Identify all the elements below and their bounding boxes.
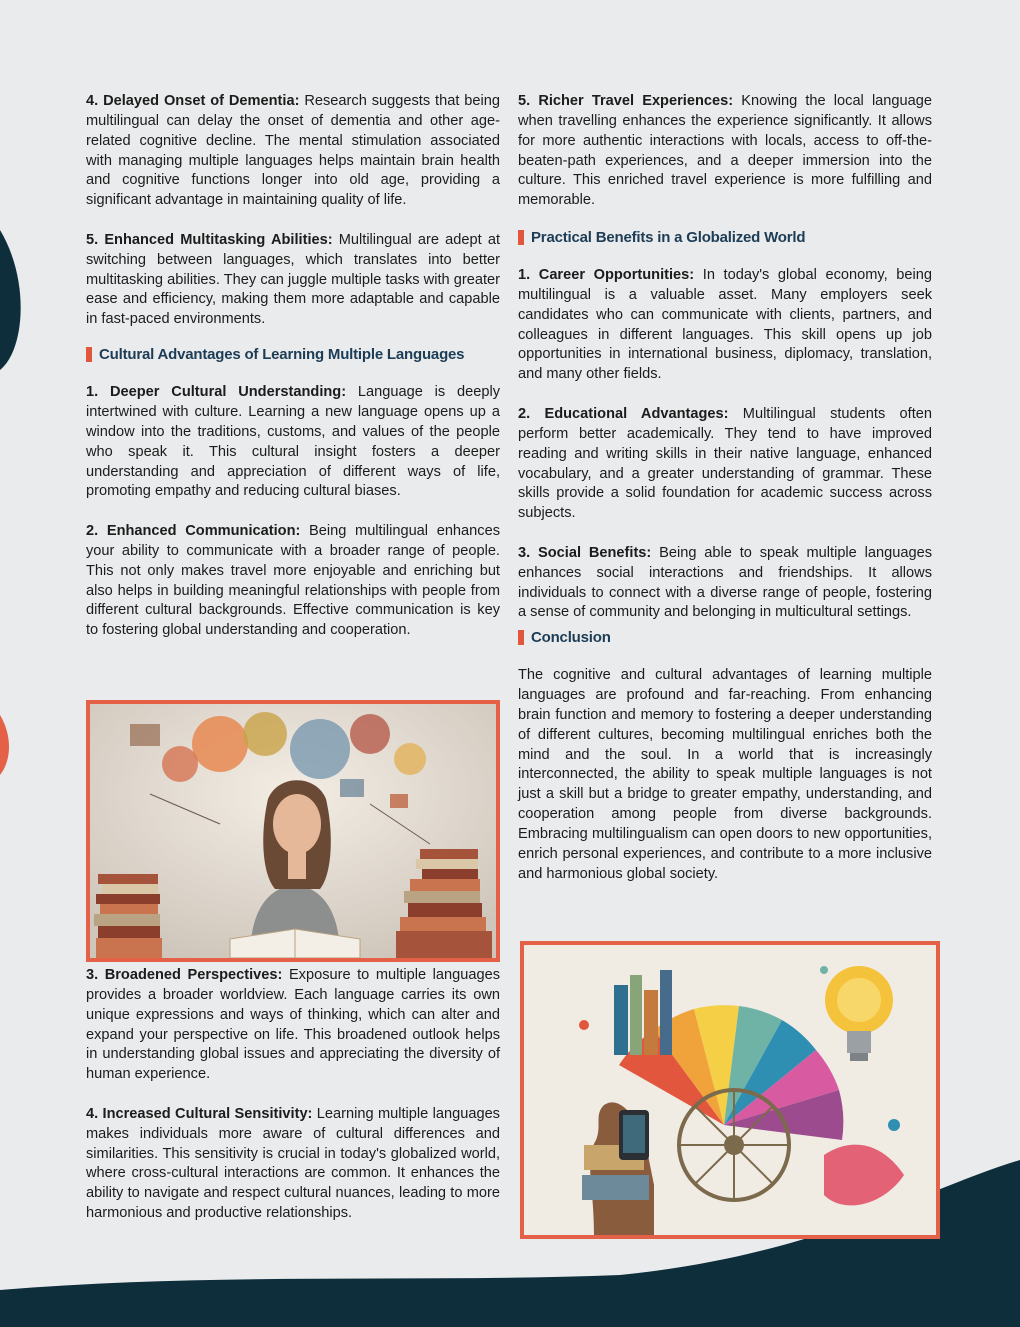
left-column-lower	[86, 966, 500, 1224]
woman-reading-illustration	[86, 700, 500, 962]
conclusion-heading: Conclusion	[518, 629, 932, 646]
left-navy-wave	[0, 230, 21, 370]
heading-marker	[518, 630, 524, 645]
left-book-stack	[94, 874, 162, 958]
conclusion-paragraph: The cognitive and cultural advantages of learning multiple languages are profound and far-reaching. From enhancing brain function and memory to fostering a deeper understanding of different cultures, becoming multilingual enriches both the mind and the soul. In a world that is increasingly interconnected, the ability to speak multiple languages is not just a skill but a bridge to greater empathy, understanding, and cooperation among people from diverse backgrounds. Embracing multilingualism can open doors to new opportunities, enrich personal experiences, and contribute to a more inclusive and harmonious global society.	[518, 667, 932, 882]
educational-paragraph: 2. Educational Advantages: Multilingual students often perform better academically. They tend to have improved reading and writing skills in their native language, enhanced vocabulary, and a greater understanding of grammar. These skills provide a solid foundation for academic success across subjects.	[518, 405, 932, 522]
heading-marker	[86, 347, 92, 362]
cultural-understanding-paragraph: 1. Deeper Cultural Understanding: Language is deeply intertwined with culture. Learning a new language opens up a window into the traditions, customs, and values of the people who speak it. This cultural insight fosters a deeper understanding and appreciation of different ways of life, promoting empathy and reducing cultural biases.	[86, 384, 500, 500]
cultural-advantages-heading: Cultural Advantages of Learning Multiple Languages	[86, 346, 500, 363]
travel-paragraph: 5. Richer Travel Experiences: Knowing the local language when travelling enhances the experience significantly. It allows for more authentic interactions with locals, access to off-the-beaten-path experiences, and a deeper immersion into the culture. This enriched travel experience is more fulfilling and memorable.	[518, 93, 932, 209]
social-paragraph: 3. Social Benefits: Being able to speak multiple languages enhances social interactions and friendships. It allows individuals to connect with a diverse range of people, fostering a sense of community and belonging in multicultural settings.	[518, 544, 932, 621]
broadened-perspectives-paragraph: 3. Broadened Perspectives: Exposure to multiple languages provides a broader worldview. Each language carries its own unique expressions and ways of thinking, which can alter and expand your perspective on life. This broadened outlook helps in understanding global issues and appreciating the diversity of human experience.	[86, 967, 501, 1083]
left-column	[86, 92, 500, 641]
dementia-paragraph: 4. Delayed Onset of Dementia: Research suggests that being multilingual can delay the onset of dementia and other age-related cognitive decline. The mental stimulation associated with managing multiple languages helps maintain brain health and cognitive functions longer into old age, providing a significant advantage in maintaining quality of life.	[86, 93, 500, 209]
colorful-head-illustration	[520, 941, 940, 1239]
career-paragraph: 1. Career Opportunities: In today's global economy, being multilingual is a valuable asset. Many employers seek candidates who can communicate with clients, partners, and colleagues in different languages. This skill opens up job opportunities in international business, diplomacy, translation, and many other fields.	[518, 267, 932, 383]
communication-paragraph: 2. Enhanced Communication: Being multilingual enhances your ability to communicate with a broader range of people. This not only makes travel more enjoyable and enriching but also helps in building meaningful relationships with people from different cultural backgrounds. Effective communication is key to fostering global understanding and cooperation.	[86, 523, 500, 639]
left-orange-accent	[0, 715, 9, 775]
right-column	[518, 92, 932, 885]
multitasking-paragraph: 5. Enhanced Multitasking Abilities: Multilingual are adept at switching between languages, which translates into better multitasking abilities. They can juggle multiple tasks with greater ease and efficiency, making them more adaptable and capable in fast-paced environments.	[86, 231, 500, 328]
cultural-sensitivity-paragraph: 4. Increased Cultural Sensitivity: Learning multiple languages makes individuals more aware of cultural differences and similarities. This sensitivity is crucial in today's globalized world, where cross-cultural interactions are common. It enhances the ability to navigate and respect cultural nuances, leading to more harmonious and productive relationships.	[86, 1105, 500, 1222]
heading-marker	[518, 230, 524, 245]
practical-benefits-heading: Practical Benefits in a Globalized World	[518, 229, 932, 246]
